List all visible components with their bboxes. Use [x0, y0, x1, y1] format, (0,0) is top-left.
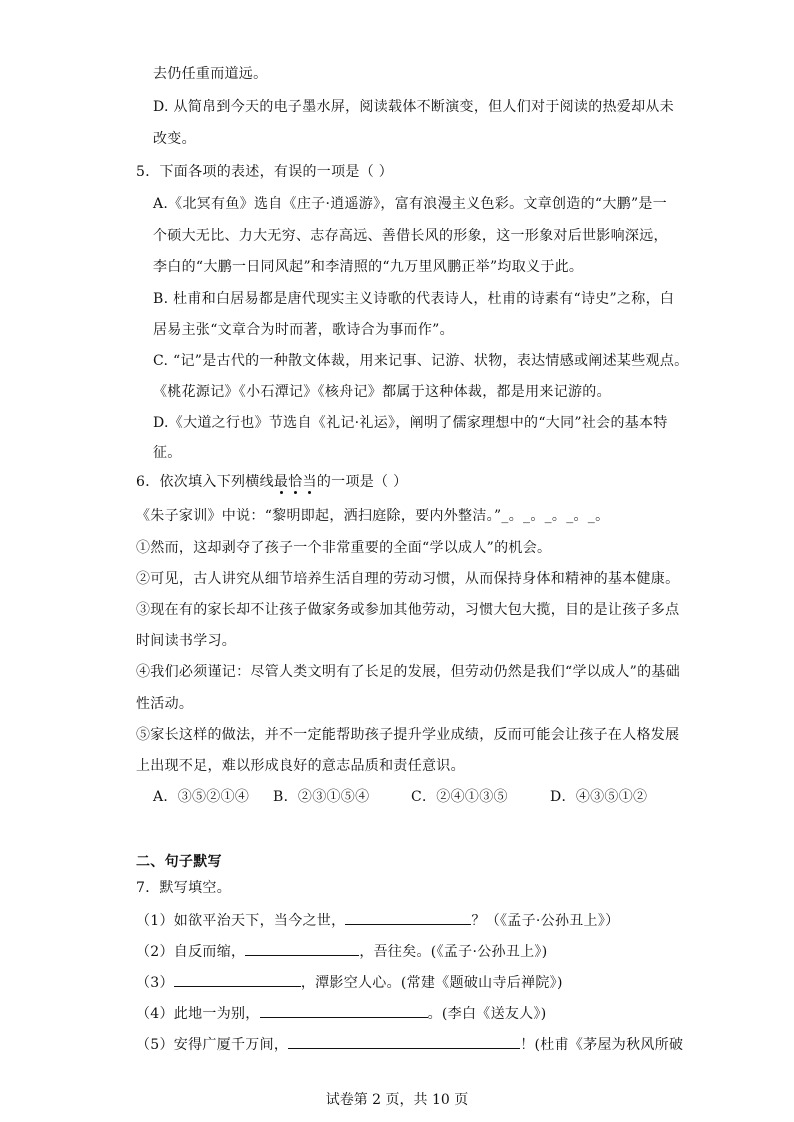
q7-item-3	[136, 972, 563, 993]
question-6-stem	[136, 472, 407, 492]
q6-option-d: D．④③⑤①②	[550, 789, 648, 805]
q6-sentence-2: ②可见，古人讲究从细节培养生活自理的劳动习惯，从而保持身体和精神的基本健康。	[136, 571, 680, 587]
q7-item-text: （4）此地一为别，	[136, 1006, 260, 1022]
q5-option-a-cont: 个硕大无比、力大无穷、志存高远、善借长风的形象，这一形象对后世影响深远，	[153, 228, 668, 244]
q7-item-source: ！(杜甫《茅屋为秋风所破	[520, 1037, 684, 1053]
q6-sentence-5-cont: 上出现不足，难以形成良好的意志品质和责任意识。	[136, 758, 465, 774]
answer-blank[interactable]	[345, 910, 471, 925]
q6-sentence-4: ④我们必须谨记：尽管人类文明有了长足的发展，但劳动仍然是我们“学以成人”的基础	[136, 664, 681, 680]
q7-item-source: ，吾往矣。(《孟子·公孙丑上》)	[359, 944, 548, 960]
q6-option-b: B．②③①⑤④	[273, 789, 370, 805]
section-title: 二、句子默写	[136, 854, 222, 870]
q6-stem-post: 的一项是（ ）	[316, 474, 408, 490]
answer-blank[interactable]	[288, 1034, 520, 1049]
q5-option-b-cont: 居易主张“文章合为时而著，歌诗合为事而作”。	[153, 322, 454, 338]
q7-item-1	[136, 910, 619, 931]
q5-option-b: B. 杜甫和白居易都是唐代现实主义诗歌的代表诗人，杜甫的诗素有“诗史”之称，白	[153, 291, 675, 307]
q6-sentence-3: ③现在有的家长却不让孩子做家务或参加其他劳动，习惯大包大揽，目的是让孩子多点	[136, 602, 680, 618]
text-line: 改变。	[153, 131, 196, 147]
emphasis-char: 恰	[288, 474, 303, 490]
text-line: 去仍任重而道远。	[153, 66, 268, 82]
q5-option-a-cont: 李白的“大鹏一日同风起”和李清照的“九万里风鹏正举”均取义于此。	[153, 259, 584, 275]
emphasis-char: 最	[273, 474, 289, 490]
question-7-stem: 7．默写填空。	[136, 880, 232, 896]
q6-option-c: C．②④①③⑤	[411, 789, 508, 805]
q5-option-a: A.《北冥有鱼》选自《庄子·逍遥游》，富有浪漫主义色彩。文章创造的“大鹏”是一	[153, 196, 668, 212]
q6-sentence-4-cont: 性活动。	[136, 696, 194, 712]
q7-item-source: ？（《孟子·公孙丑上》）	[471, 913, 620, 929]
q7-item-source: 。(李白《送友人》)	[427, 1006, 547, 1022]
answer-blank[interactable]	[174, 972, 301, 987]
q5-option-d-cont: 征。	[153, 445, 182, 461]
q6-option-a: A．③⑤②①④	[153, 789, 250, 805]
answer-blank[interactable]	[260, 1003, 428, 1018]
q7-item-source: ，潭影空人心。(常建《题破山寺后禅院》)	[300, 975, 563, 991]
answer-blank[interactable]	[245, 941, 359, 956]
option-d-line: D. 从简帛到今天的电子墨水屏，阅读载体不断演变，但人们对于阅读的热爱却从未	[153, 99, 675, 115]
q7-item-text: （5）安得广厦千万间，	[136, 1037, 289, 1053]
q5-option-d: D.《大道之行也》节选自《礼记·礼运》，阐明了儒家理想中的“大同”社会的基本特	[153, 415, 668, 431]
q5-option-c: C. “记”是古代的一种散文体裁，用来记事、记游、状物，表达情感或阐述某些观点。	[153, 353, 689, 369]
q6-sentence-1: ①然而，这却剥夺了孩子一个非常重要的全面“学以成人”的机会。	[136, 540, 552, 556]
q7-item-4	[136, 1003, 547, 1024]
q6-intro: 《朱子家训》中说：“黎明即起，洒扫庭除，要内外整洁。”_。_。_。_。_。	[136, 508, 610, 524]
q6-sentence-5: ⑤家长这样的做法，并不一定能帮助孩子提升学业成绩，反而可能会让孩子在人格发展	[136, 727, 680, 743]
emphasis-char: 当	[302, 474, 317, 490]
page-footer: 试卷第 2 页，共 10 页	[325, 1092, 469, 1108]
q7-item-text: （1）如欲平治天下，当今之世，	[136, 913, 346, 929]
q6-sentence-3-cont: 时间读书学习。	[136, 633, 237, 649]
q5-option-c-cont: 《桃花源记》《小石潭记》《核舟记》都属于这种体裁，都是用来记游的。	[153, 384, 611, 400]
q7-item-5	[136, 1034, 683, 1055]
q7-item-text: （2）自反而缩，	[136, 944, 246, 960]
question-5-stem: 5．下面各项的表述，有误的一项是（ ）	[136, 164, 394, 180]
q6-stem-pre: 6．依次填入下列横线	[136, 474, 274, 490]
q7-item-2	[136, 941, 548, 962]
q7-item-text: （3）	[136, 975, 174, 991]
